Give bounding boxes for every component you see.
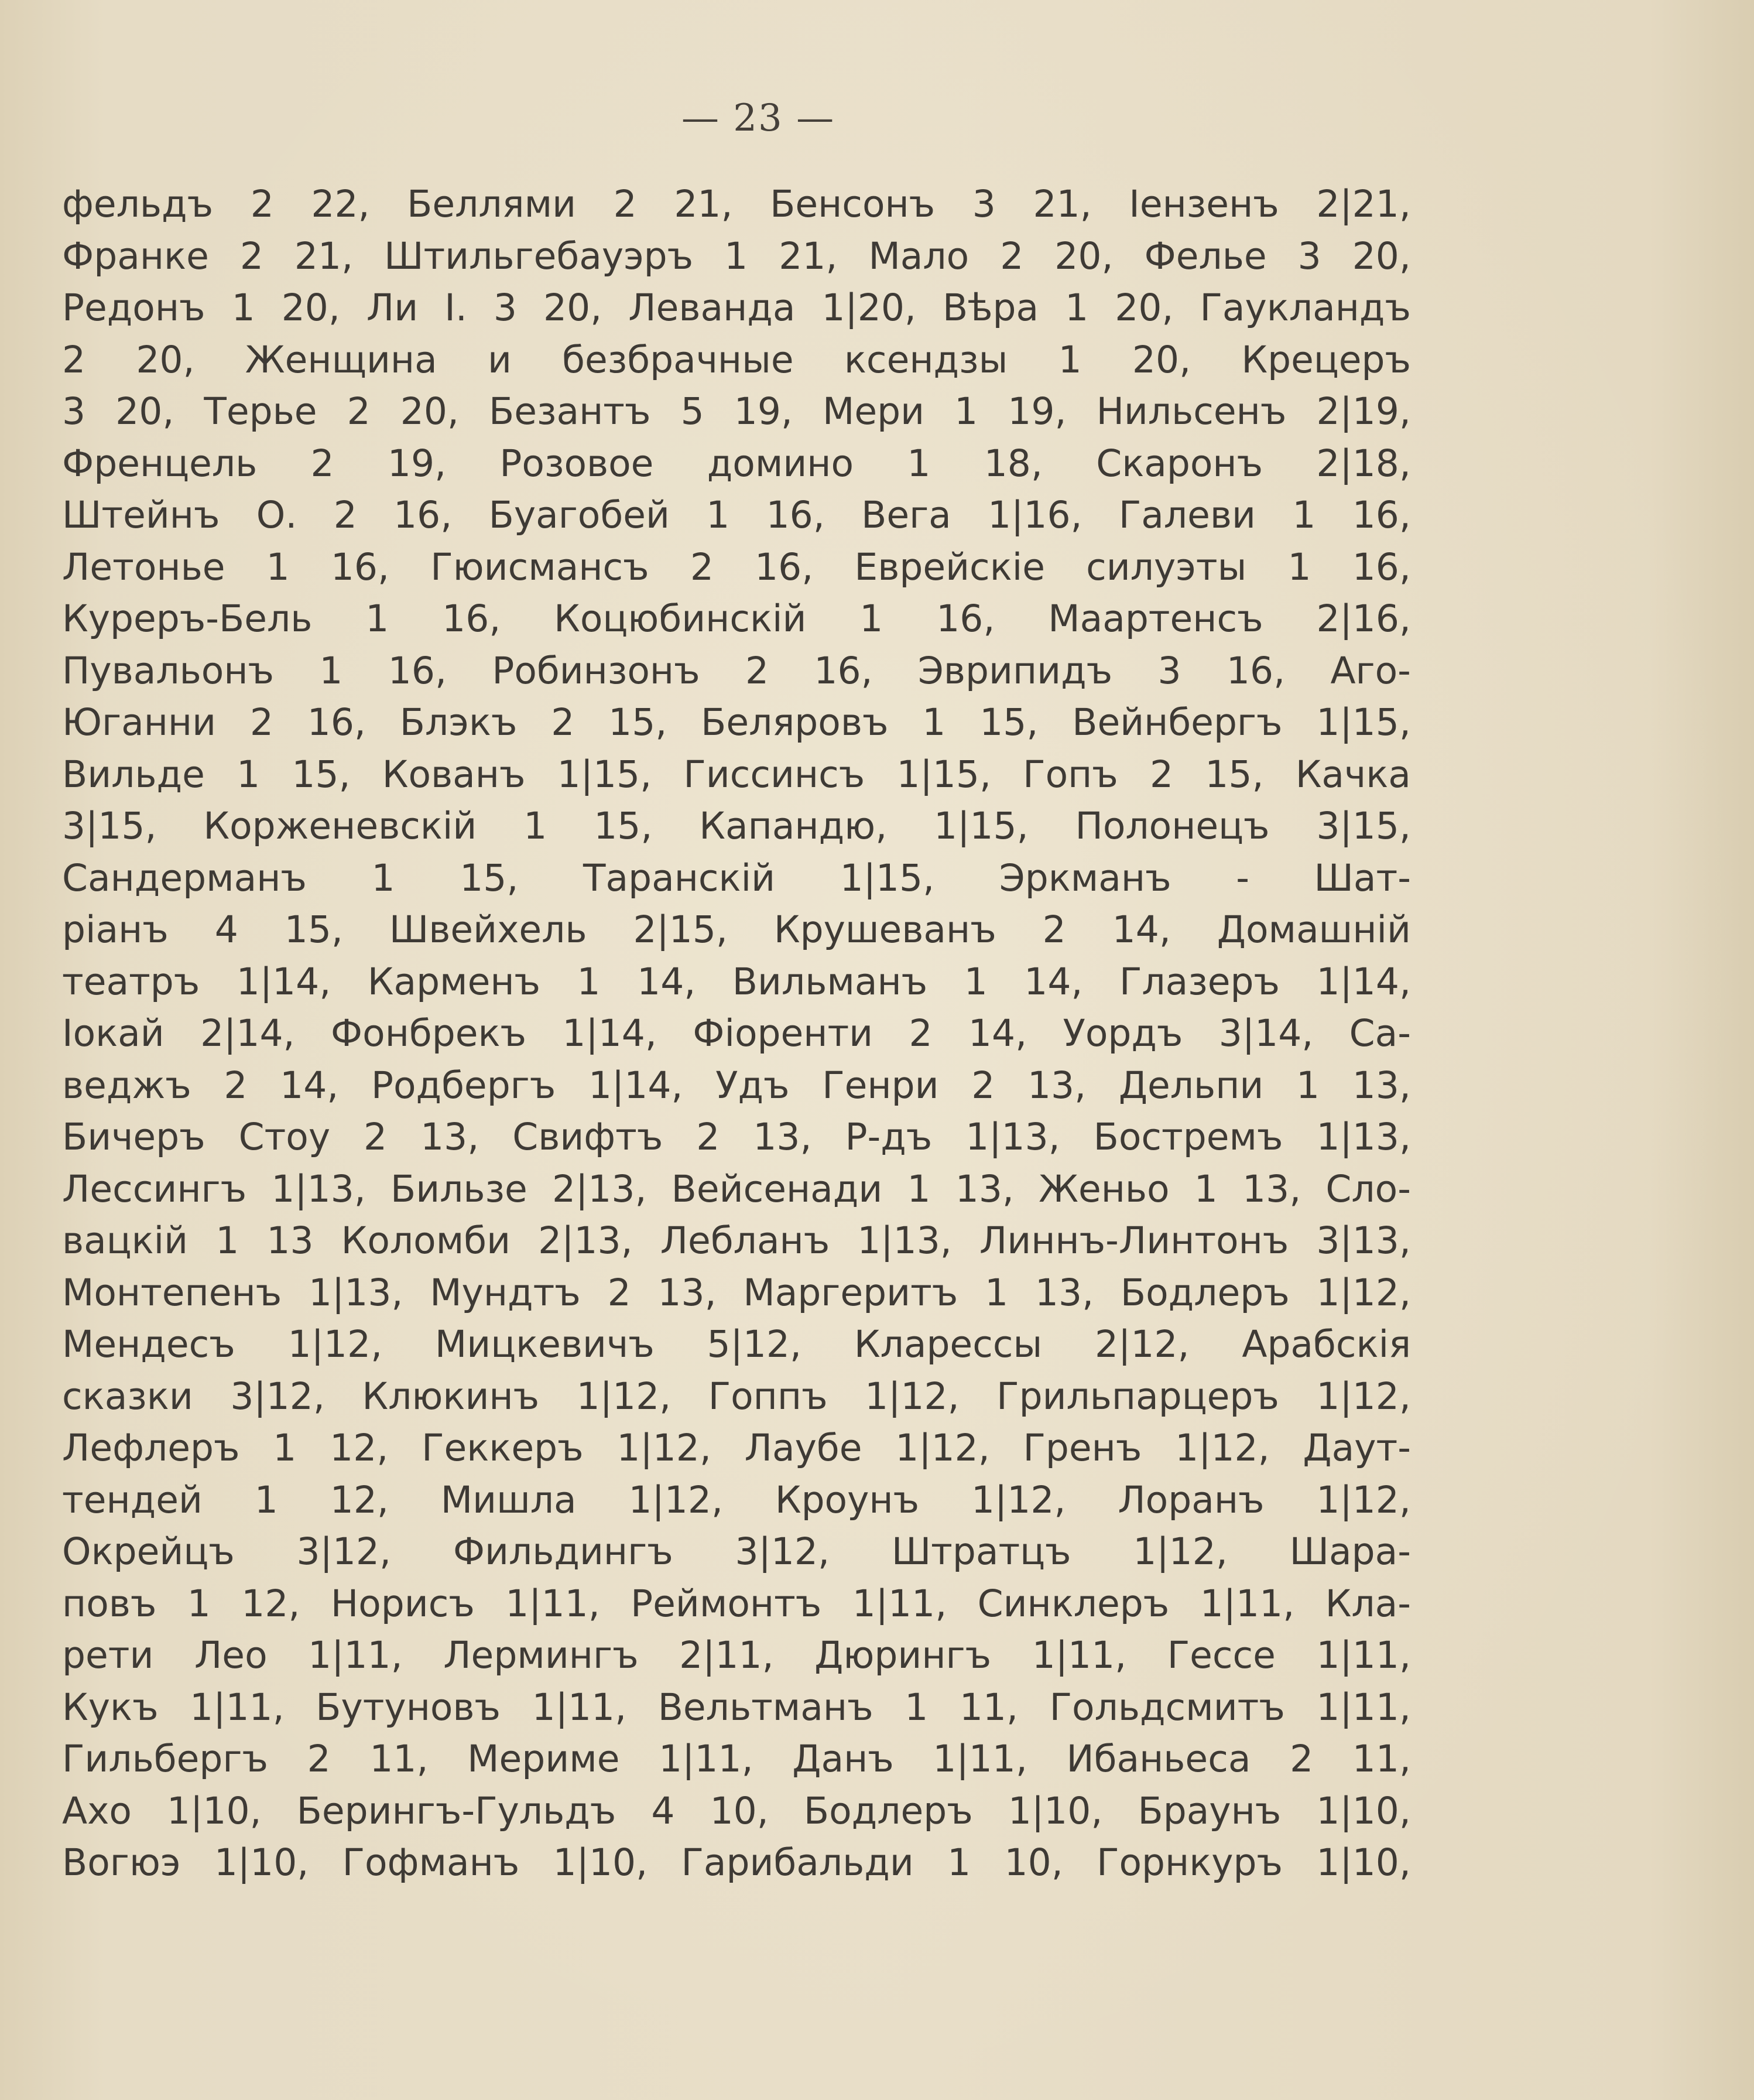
- text-block: [62, 179, 1411, 1889]
- text-line: Редонъ 1 20, Ли І. 3 20, Леванда 1|20, Вѣра 1 20, Гаукландъ: [62, 286, 1411, 329]
- text-line: Гильбергъ 2 11, Мериме 1|11, Данъ 1|11, Ибаньеса 2 11,: [62, 1738, 1411, 1780]
- text-line: Іокай 2|14, Фонбрекъ 1|14, Фіоренти 2 14, Уордъ 3|14, Са-: [62, 1012, 1411, 1055]
- text-line: Сандерманъ 1 15, Таранскій 1|15, Эркманъ - Шат-: [62, 856, 1411, 899]
- text-line: Франке 2 21, Штильгебауэръ 1 21, Мало 2 20, Фелье 3 20,: [62, 234, 1411, 278]
- text-line: Мендесъ 1|12, Мицкевичъ 5|12, Кларессы 2|12, Арабскія: [62, 1323, 1411, 1366]
- text-line: вацкій 1 13 Коломби 2|13, Лебланъ 1|13, Линнъ-Линтонъ 3|13,: [62, 1219, 1411, 1262]
- text-line: Бичеръ Стоу 2 13, Свифтъ 2 13, Р-дъ 1|13, Бостремъ 1|13,: [62, 1116, 1411, 1158]
- text-line: 3|15, Корженевскій 1 15, Капандю, 1|15, Полонецъ 3|15,: [62, 805, 1411, 847]
- text-line: рети Лео 1|11, Лермингъ 2|11, Дюрингъ 1|11, Гессе 1|11,: [62, 1634, 1411, 1677]
- text-line: Монтепенъ 1|13, Мундтъ 2 13, Маргеритъ 1 13, Бодлеръ 1|12,: [62, 1271, 1411, 1314]
- text-line: ріанъ 4 15, Швейхель 2|15, Крушеванъ 2 14, Домашній: [62, 908, 1411, 951]
- text-line: тендей 1 12, Мишла 1|12, Кроунъ 1|12, Лоранъ 1|12,: [62, 1478, 1411, 1521]
- text-line: Кукъ 1|11, Бутуновъ 1|11, Вельтманъ 1 11, Гольдсмитъ 1|11,: [62, 1685, 1411, 1729]
- text-line: Штейнъ О. 2 16, Буагобей 1 16, Вега 1|16, Галеви 1 16,: [62, 494, 1411, 536]
- text-line: повъ 1 12, Норисъ 1|11, Реймонтъ 1|11, Синклеръ 1|11, Кла-: [62, 1582, 1411, 1625]
- text-line: 2 20, Женщина и безбрачные ксендзы 1 20, Крецеръ: [62, 338, 1411, 381]
- text-line: 3 20, Терье 2 20, Безантъ 5 19, Мери 1 19, Нильсенъ 2|19,: [62, 390, 1411, 433]
- text-line: Лефлеръ 1 12, Геккеръ 1|12, Лаубе 1|12, Гренъ 1|12, Даут-: [62, 1427, 1411, 1469]
- text-line: Френцель 2 19, Розовое домино 1 18, Скаронъ 2|18,: [62, 442, 1411, 485]
- text-line: Летонье 1 16, Гюисмансъ 2 16, Еврейскіе силуэты 1 16,: [62, 545, 1411, 589]
- text-line: Окрейцъ 3|12, Фильдингъ 3|12, Штратцъ 1|12, Шара-: [62, 1530, 1411, 1573]
- text-line: Вильде 1 15, Кованъ 1|15, Гиссинсъ 1|15, Гопъ 2 15, Качка: [62, 753, 1411, 796]
- text-line: Вогюэ 1|10, Гофманъ 1|10, Гарибальди 1 10, Горнкуръ 1|10,: [62, 1841, 1411, 1884]
- text-line: Куреръ-Бель 1 16, Коцюбинскій 1 16, Маартенсъ 2|16,: [62, 597, 1411, 640]
- text-line: Пувальонъ 1 16, Робинзонъ 2 16, Эврипидъ 3 16, Аго-: [62, 649, 1411, 692]
- text-line: сказки 3|12, Клюкинъ 1|12, Гоппъ 1|12, Грильпарцеръ 1|12,: [62, 1374, 1411, 1418]
- page-number: — 23 —: [681, 97, 835, 140]
- text-line: Ахо 1|10, Берингъ-Гульдъ 4 10, Бодлеръ 1|10, Браунъ 1|10,: [62, 1789, 1411, 1832]
- text-line: Лессингъ 1|13, Бильзе 2|13, Вейсенади 1 13, Женьо 1 13, Сло-: [62, 1167, 1411, 1210]
- text-line: фельдъ 2 22, Беллями 2 21, Бенсонъ 3 21, Іензенъ 2|21,: [62, 183, 1411, 225]
- text-line: театръ 1|14, Карменъ 1 14, Вильманъ 1 14, Глазеръ 1|14,: [62, 960, 1411, 1003]
- text-line: веджъ 2 14, Родбергъ 1|14, Удъ Генри 2 13, Дельпи 1 13,: [62, 1063, 1411, 1107]
- text-line: Юганни 2 16, Блэкъ 2 15, Беляровъ 1 15, Вейнбергъ 1|15,: [62, 701, 1411, 744]
